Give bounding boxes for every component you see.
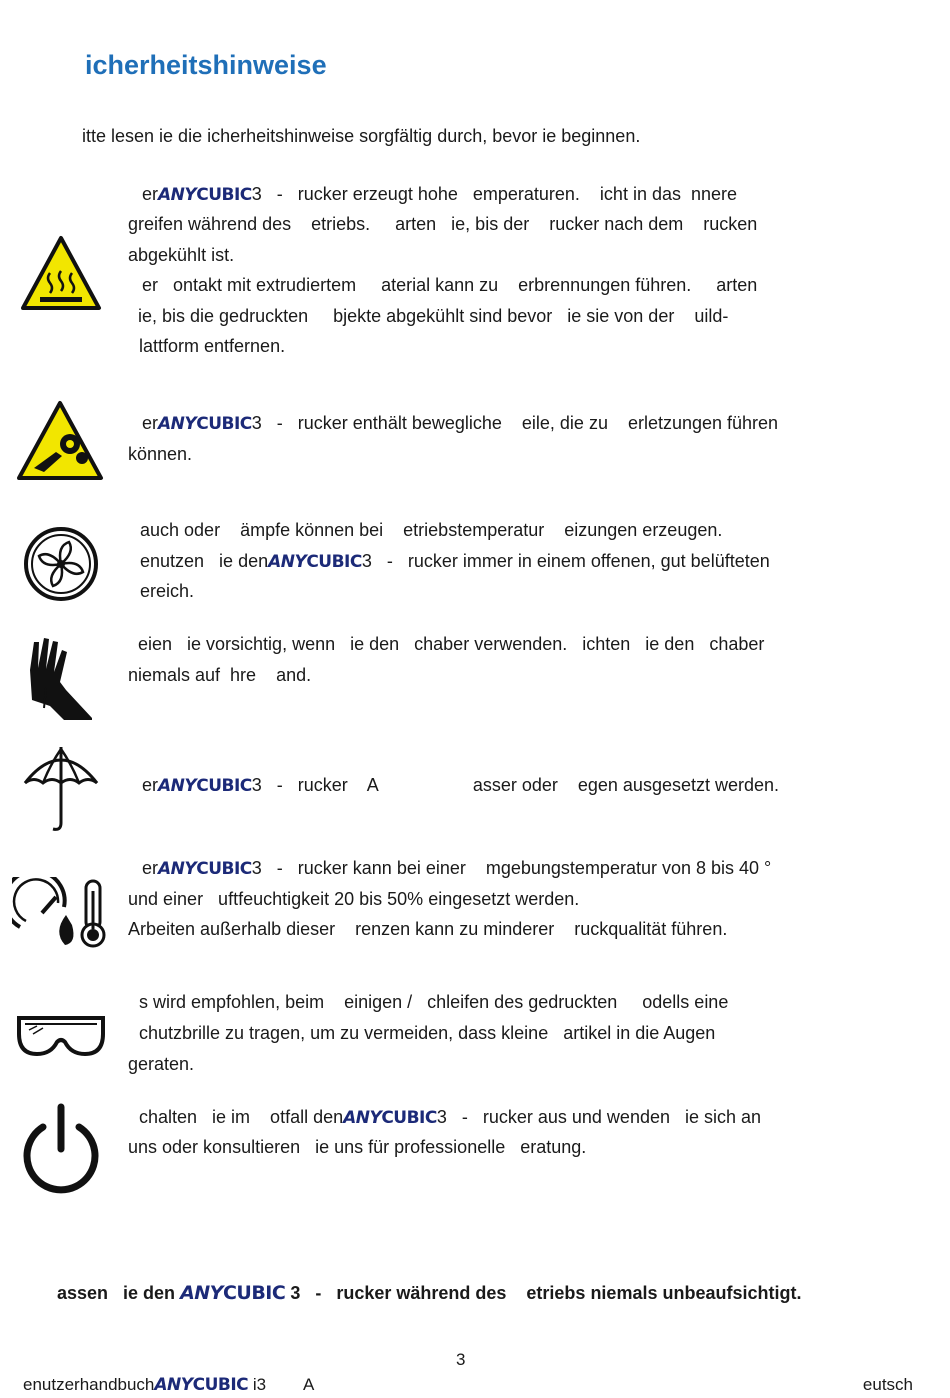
scraper-line-2: niemals auf hre and. xyxy=(128,665,312,685)
intro-text: itte lesen ie die icherheitshinweise sorgfältig durch, bevor ie beginnen. xyxy=(82,126,641,146)
umbrella-icon xyxy=(22,745,100,833)
power-line-1: chalten ie im otfall denANYCUBIC3 - rucker aus und wenden ie sich an xyxy=(139,1107,762,1128)
heat-line-2: greifen während des etriebs. arten ie, bis der rucker nach dem rucken xyxy=(128,214,758,234)
environment-line-1: erANYCUBIC3 - rucker kann bei einer mgebungstemperatur von 8 bis 40 ° xyxy=(142,858,772,879)
page-number: 3 xyxy=(456,1350,466,1369)
environment-line-2: und einer uftfeuchtigkeit 20 bis 50% eingesetzt werden. xyxy=(128,889,580,909)
footer-language: eutsch xyxy=(862,1375,913,1394)
moving-parts-warning-icon xyxy=(16,400,104,482)
heat-line-1: erANYCUBIC3 - rucker erzeugt hohe emperaturen. icht in das nnere xyxy=(142,184,738,205)
goggles-line-2: chutzbrille zu tragen, um zu vermeiden, dass kleine artikel in die Augen xyxy=(139,1023,716,1043)
heat-line-3: abgekühlt ist. xyxy=(128,245,235,265)
fumes-line-3: ereich. xyxy=(140,581,195,601)
anycubic-logo: ANYCUBIC xyxy=(343,1108,437,1128)
hand-cut-warning-icon xyxy=(20,630,104,720)
fumes-line-2: enutzen ie denANYCUBIC3 - rucker immer in einem offenen, gut belüfteten xyxy=(140,551,770,572)
temperature-humidity-icon xyxy=(12,877,110,949)
hot-surface-warning-icon xyxy=(20,235,102,311)
final-warning: assen ie den ANYCUBIC 3 - rucker während des etriebs niemals unbeaufsichtigt. xyxy=(57,1282,802,1304)
goggles-line-1: s wird empfohlen, beim einigen / chleifen des gedruckten odells eine xyxy=(139,992,729,1012)
footer-manual-title: enutzerhandbuchANYCUBIC i3 A xyxy=(23,1375,315,1395)
moving-line-2: können. xyxy=(128,444,193,464)
moving-line-1: erANYCUBIC3 - rucker enthält bewegliche eile, die zu erletzungen führen xyxy=(142,413,779,434)
fan-ventilation-icon xyxy=(22,525,100,603)
goggles-line-3: geraten. xyxy=(128,1054,195,1074)
anycubic-logo: ANYCUBIC xyxy=(158,859,252,879)
scraper-line-1: eien ie vorsichtig, wenn ie den chaber verwenden. ichten ie den chaber xyxy=(138,634,765,654)
anycubic-logo: ANYCUBIC xyxy=(158,185,252,205)
heat-line-4: er ontakt mit extrudiertem aterial kann zu erbrennungen führen. arten xyxy=(142,275,758,295)
page-title: icherheitshinweise xyxy=(85,50,327,80)
anycubic-logo: ANYCUBIC xyxy=(158,776,252,796)
fumes-line-1: auch oder ämpfe können bei etriebstemperatur eizungen erzeugen. xyxy=(140,520,723,540)
water-line-1: erANYCUBIC3 - rucker A asser oder egen ausgesetzt werden. xyxy=(142,775,780,796)
power-line-2: uns oder konsultieren ie uns für professionelle eratung. xyxy=(128,1137,587,1157)
safety-goggles-icon xyxy=(15,1012,107,1060)
power-off-icon xyxy=(19,1103,103,1197)
anycubic-logo: ANYCUBIC xyxy=(158,414,252,434)
anycubic-logo: ANYCUBIC xyxy=(154,1375,249,1395)
heat-line-5: ie, bis die gedruckten bjekte abgekühlt sind bevor ie sie von der uild- xyxy=(138,306,729,326)
heat-line-6: lattform entfernen. xyxy=(139,336,286,356)
environment-line-3: Arbeiten außerhalb dieser renzen kann zu minderer ruckqualität führen. xyxy=(128,919,728,939)
anycubic-logo: ANYCUBIC xyxy=(268,552,362,572)
anycubic-logo: ANYCUBIC xyxy=(180,1282,286,1304)
